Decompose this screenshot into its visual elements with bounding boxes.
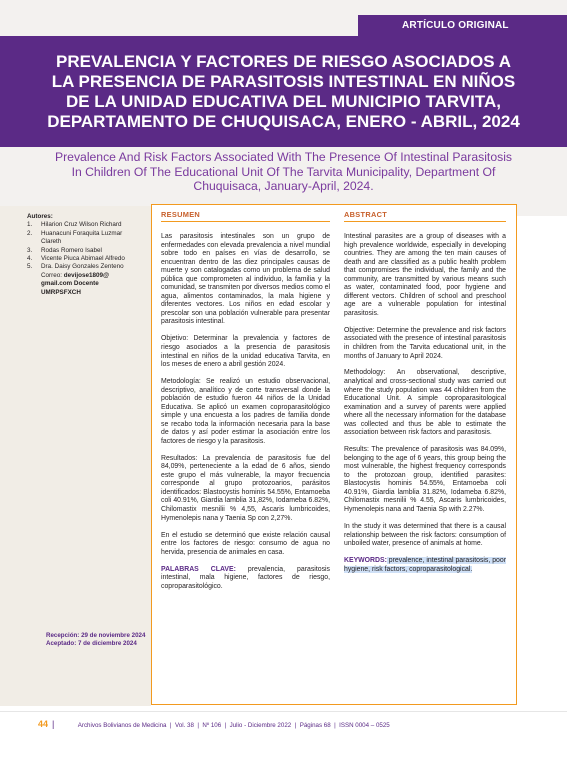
author-email: Correo: devijose1809@ gmail.com Docente UMRPSFXCH <box>41 271 110 296</box>
author-item: 4. Vicente Piuca Abimael Alfredo <box>27 255 125 263</box>
resumen-paragraph: Las parasitosis intestinales son un grupo de enfermedades con elevada prevalencia a nivel mundial sobre todo en países en vías de desarrollo, se encuentran dentro de las diez principales causas de muerte y son catalogadas como un problema de salud pública que comprometen al individuo, la familia y la comunidad, se transmiten por diversos medios como el agua, alimentos contaminados, la mala higiene y diferentes vectores. Los niños en edad escolar y prescolar son una población vulnerable para presentar parasitosis intestinal. <box>161 233 330 326</box>
abstract-paragraph: Intestinal parasites are a group of diseases with a high prevalence worldwide, especially in developing countries. They are among the ten main causes of death and are classified as a public health problem that compromises the individual, the family and the community, are transmitted by various means such as water, contaminated food, poor hygiene and different vectors. Children of school and preschool age are a vulnerable population for intestinal parasitosis. <box>344 233 506 317</box>
abstract-paragraph: Methodology: An observational, descriptive, analytical and cross-sectional study was carried out where the study population was 44 children from the Educational Unit. A simple coproparasitological examination and a survey of parents were applied where all the necessary information for the database was collected and thus be able to estimate the association between risk factors and parasitosis. <box>344 369 506 437</box>
journal-issue: Nº 106 <box>202 722 222 729</box>
journal-issn: ISSN 0004 – 0525 <box>339 722 390 729</box>
abstract-paragraph: In the study it was determined that there is a causal relationship between the risk factors: consumption of unboiled water, presence of animals at home. <box>344 522 506 548</box>
page-number: 44 <box>38 719 49 729</box>
abstract-paragraph: Results: The prevalence of parasitosis was 84.09%, belonging to the age of 6 years, this group being the most vulnerable, the highest frequency corresponds to the protozoan group, identified parasites: Blastocystis hominis 54.55%, Entamoeba coli 40.91%, Giardia lamblia 31.82%, Iodameba 6.82%, Chilomastix mesnilii % 4.55, Ascaris lumbricoides, Hymenolepis nana and Taenia Sp with 2.27%. <box>344 446 506 514</box>
english-title-line: Prevalence And Risk Factors Associated With The Presence Of Intestinal Parasitosis <box>54 150 512 164</box>
submission-dates <box>46 632 150 648</box>
authors-block <box>27 213 151 297</box>
resumen-paragraph: Metodología: Se realizó un estudio observacional, descriptivo, analítico y de corte transversal donde la población de estudio fueron 44 niños de la Unidad Educativa. Se aplicó un examen coproparasitológico simple y una encuesta a los padres de familia donde se recabo toda la información necesaria para la base de datos y así poder estimar la asociación entre los factores de riesgo y la parasitosis. <box>161 377 330 445</box>
author-name: Rodas Romero Isabel <box>41 246 102 254</box>
abstract-column <box>344 211 506 582</box>
english-title-line: Chuquisaca, January-April, 2024. <box>193 179 374 194</box>
abstract-heading: ABSTRACT <box>344 211 506 222</box>
title-line: DEPARTAMENTO DE CHUQUISACA, ENERO - ABRIL, 2024 <box>47 112 520 131</box>
article-title <box>20 52 547 132</box>
article-type-badge: ARTÍCULO ORIGINAL <box>358 15 567 36</box>
author-item: 2. Huanacuni Foraquita Luzmar Clareth <box>27 229 123 246</box>
received-date: Recepción: 29 de noviembre 2024 <box>46 632 146 639</box>
footer-divider <box>0 711 567 712</box>
title-line: LA PRESENCIA DE PARASITOSIS INTESTINAL EN NIÑOS <box>51 72 516 91</box>
accepted-date: Aceptado: 7 de diciembre 2024 <box>46 640 137 647</box>
resumen-column <box>161 211 330 600</box>
resumen-paragraph: Resultados: La prevalencia de parasitosis fue del 84,09%, perteneciente a la edad de 6 años, siendo este grupo el más vulnerable, la mayor frecuencia corresponde al grupo protozoarios, parásitos identificados: Blastocystis hominis 54.55%, Entamoeba coli 40.91%, Giardia lamblia 31,82%, Iodameba 6.82%, Chilomastix mesnilii % 4,55, Ascaris lumbricoides, Hymenolepis nana y Taenia Sp con 2,27%. <box>161 454 330 522</box>
resumen-heading: RESUMEN <box>161 211 330 222</box>
journal-period: Julio - Diciembre 2022 <box>229 722 292 729</box>
author-item: 1. Hilarion Cruz Wilson Richard <box>27 221 122 229</box>
title-line: PREVALENCIA Y FACTORES DE RIESGO ASOCIADOS A <box>56 52 511 71</box>
keywords-label: PALABRAS CLAVE: <box>161 565 236 573</box>
authors-list <box>27 221 151 271</box>
journal-name: Archivos Bolivianos de Medicina <box>77 722 167 729</box>
keywords-text: prevalencia, parasitosis intestinal, mala higiene, factores de riesgo, coproparasitológico. <box>161 565 330 590</box>
abstract-keywords <box>344 557 506 574</box>
author-item: 5. Dra. Daisy Gonzales Zenteno <box>27 263 124 271</box>
keywords-text: prevalence, intestinal parasitosis, poor hygiene, risk factors, coproparasitological. <box>344 557 506 573</box>
author-name: Dra. Daisy Gonzales Zenteno <box>41 263 124 271</box>
resumen-paragraph: En el estudio se determinó que existe relación causal entre los factores de riesgo: consumo de agua no hervida, presencia de animales en casa. <box>161 531 330 556</box>
author-name: Huanacuni Foraquita Luzmar Clareth <box>41 229 123 246</box>
page-footer: 44 | Archivos Bolivianos de Medicina | Vol. 38 | Nº 106 | Julio - Diciembre 2022 | Páginas 68 | ISSN 0004 – 0525 <box>38 719 390 729</box>
author-item: 3. Rodas Romero Isabel <box>27 246 102 254</box>
resumen-keywords <box>161 566 330 592</box>
abstract-paragraph: Objective: Determine the prevalence and risk factors associated with the presence of intestinal parasitosis in children from the Tarvita educational unit, in the months of January to April 2024. <box>344 326 506 360</box>
resumen-paragraph: Objetivo: Determinar la prevalencia y factores de riesgo asociados a la presencia de parasitosis intestinal en niños de la unidad educativa Tarvita, en los meses de enero a abril gestión 2024. <box>161 335 330 369</box>
english-title <box>20 150 547 194</box>
journal-volume: Vol. 38 <box>174 722 194 729</box>
authors-label: Autores: <box>27 213 53 220</box>
author-name: Hilarion Cruz Wilson Richard <box>41 221 122 229</box>
journal-pages: Páginas 68 <box>299 722 331 729</box>
english-title-line: In Children Of The Educational Unit Of The Tarvita Municipality, Department Of <box>71 164 496 179</box>
author-name: Vicente Piuca Abimael Alfredo <box>41 255 125 263</box>
title-line: DE LA UNIDAD EDUCATIVA DEL MUNICIPIO TARVITA, <box>65 92 502 111</box>
keywords-label: KEYWORDS: <box>344 557 387 564</box>
